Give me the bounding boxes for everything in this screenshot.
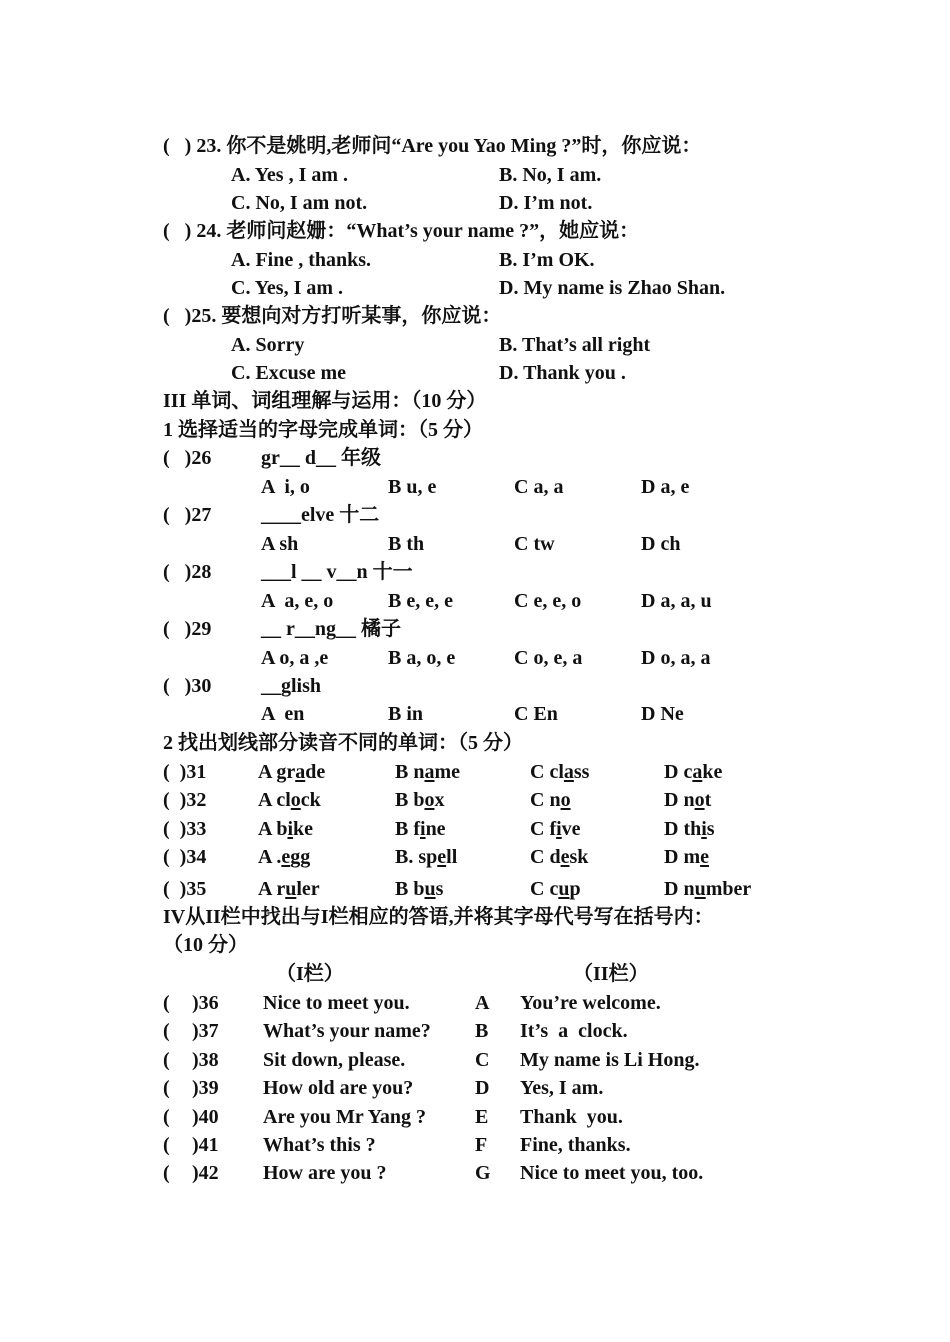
phonics-32-option-a: A clock — [258, 789, 321, 811]
match-37-paren: ( — [163, 1020, 170, 1042]
fill-28-option-c: C e, e, o — [514, 590, 582, 612]
fill-27-option-b: B th — [388, 533, 425, 555]
fill-26-option-b: B u, e — [388, 476, 437, 498]
q24-option-c: C. Yes, I am . — [231, 277, 344, 299]
phonics-33-number: ( )33 — [163, 818, 207, 840]
phonics-35-number: ( )35 — [163, 878, 207, 900]
q23-option-c: C. No, I am not. — [231, 192, 368, 214]
fill-30-option-d: D Ne — [641, 703, 684, 725]
fill-27-option-d: D ch — [641, 533, 681, 555]
match-36-letter: A — [475, 992, 490, 1014]
underlined-letter: i — [556, 818, 562, 840]
underlined-letter: u — [694, 878, 706, 900]
fill-26-option-c: C a, a — [514, 476, 564, 498]
underlined-letter: u — [285, 878, 297, 900]
fill-30-option-c: C En — [514, 703, 558, 725]
match-38-paren: ( — [163, 1049, 170, 1071]
match-37-letter: B — [475, 1020, 489, 1042]
match-39-answer: Yes, I am. — [520, 1077, 604, 1099]
q25-option-d: D. Thank you . — [499, 362, 626, 384]
phonics-31-option-b: B name — [395, 761, 461, 783]
match-40-question: Are you Mr Yang ? — [263, 1106, 426, 1128]
fill-26-word: gr__ d__ 年级 — [261, 447, 381, 469]
underlined-letter: e — [281, 846, 291, 868]
fill-28-number: ( )28 — [163, 561, 212, 583]
underlined-letter: a — [424, 761, 435, 783]
match-41-paren: ( — [163, 1134, 170, 1156]
fill-26-number: ( )26 — [163, 447, 212, 469]
match-37-question: What’s your name? — [263, 1020, 431, 1042]
fill-29-option-c: C o, e, a — [514, 647, 583, 669]
match-42-number: )42 — [192, 1162, 219, 1184]
phonics-35-option-b: B bus — [395, 878, 444, 900]
section3-title: III 单词、词组理解与运用：（10 分） — [163, 390, 487, 412]
underlined-letter: i — [420, 818, 426, 840]
fill-27-option-a: A sh — [261, 533, 299, 555]
phonics-31-number: ( )31 — [163, 761, 207, 783]
underlined-letter: u — [424, 878, 436, 900]
fill-28-option-a: A a, e, o — [261, 590, 334, 612]
match-39-letter: D — [475, 1077, 490, 1099]
match-39-question: How old are you? — [263, 1077, 414, 1099]
underlined-letter: a — [295, 761, 306, 783]
fill-29-option-b: B a, o, e — [388, 647, 456, 669]
section4-score: （10 分） — [163, 934, 248, 956]
phonics-34-option-d: D me — [664, 846, 709, 868]
phonics-32-option-d: D not — [664, 789, 712, 811]
fill-27-word: ____elve 十二 — [261, 504, 380, 526]
phonics-33-option-a: A bike — [258, 818, 314, 840]
match-37-answer: It’s a clock. — [520, 1020, 628, 1042]
match-41-number: )41 — [192, 1134, 219, 1156]
q23-option-d: D. I’m not. — [499, 192, 593, 214]
phonics-35-option-d: D number — [664, 878, 752, 900]
fill-30-option-a: A en — [261, 703, 305, 725]
match-42-letter: G — [475, 1162, 491, 1184]
section3-part1-title: 1 选择适当的字母完成单词：（5 分） — [163, 419, 483, 441]
match-42-paren: ( — [163, 1162, 170, 1184]
phonics-33-option-d: D this — [664, 818, 715, 840]
fill-29-option-d: D o, a, a — [641, 647, 711, 669]
fill-28-word: ___l __ v__n 十一 — [261, 561, 413, 583]
match-36-answer: You’re welcome. — [520, 992, 661, 1014]
fill-30-option-b: B in — [388, 703, 424, 725]
match-39-paren: ( — [163, 1077, 170, 1099]
underlined-letter: o — [560, 789, 571, 811]
match-42-question: How are you ? — [263, 1162, 387, 1184]
phonics-34-number: ( )34 — [163, 846, 207, 868]
match-40-letter: E — [475, 1106, 489, 1128]
match-38-answer: My name is Li Hong. — [520, 1049, 700, 1071]
match-38-question: Sit down, please. — [263, 1049, 406, 1071]
phonics-33-option-b: B fine — [395, 818, 446, 840]
phonics-31-option-a: A grade — [258, 761, 326, 783]
phonics-35-option-c: C cup — [530, 878, 581, 900]
phonics-33-option-c: C five — [530, 818, 581, 840]
phonics-31-option-d: D cake — [664, 761, 723, 783]
match-41-question: What’s this ? — [263, 1134, 376, 1156]
phonics-35-option-a: A ruler — [258, 878, 320, 900]
underlined-letter: a — [563, 761, 574, 783]
q23-option-a: A. Yes , I am . — [231, 164, 349, 186]
fill-27-option-c: C tw — [514, 533, 555, 555]
underlined-letter: e — [437, 846, 447, 868]
match-40-number: )40 — [192, 1106, 219, 1128]
section4-title: IV从II栏中找出与I栏相应的答语,并将其字母代号写在括号内： — [163, 906, 714, 928]
match-40-paren: ( — [163, 1106, 170, 1128]
q24-option-d: D. My name is Zhao Shan. — [499, 277, 726, 299]
match-39-number: )39 — [192, 1077, 219, 1099]
phonics-34-option-c: C desk — [530, 846, 589, 868]
underlined-letter: a — [692, 761, 703, 783]
q25-option-c: C. Excuse me — [231, 362, 346, 384]
match-41-answer: Fine, thanks. — [520, 1134, 631, 1156]
q25-stem: ( )25. 要想向对方打听某事，你应说： — [163, 305, 502, 327]
fill-28-option-b: B e, e, e — [388, 590, 453, 612]
underlined-letter: u — [558, 878, 570, 900]
match-38-number: )38 — [192, 1049, 219, 1071]
column-1-header: （I栏） — [276, 963, 344, 985]
match-36-paren: ( — [163, 992, 170, 1014]
phonics-34-option-a: A .egg — [258, 846, 311, 868]
fill-26-option-d: D a, e — [641, 476, 690, 498]
underlined-letter: i — [701, 818, 707, 840]
fill-27-number: ( )27 — [163, 504, 212, 526]
q24-option-b: B. I’m OK. — [499, 249, 595, 271]
column-2-header: （II栏） — [573, 963, 649, 985]
underlined-letter: e — [560, 846, 570, 868]
phonics-32-option-c: C no — [530, 789, 571, 811]
fill-29-option-a: A o, a ,e — [261, 647, 329, 669]
underlined-letter: e — [700, 846, 709, 868]
match-37-number: )37 — [192, 1020, 219, 1042]
q23-stem: ( ) 23. 你不是姚明,老师问“Are you Yao Ming ?”时，你应说： — [163, 135, 702, 157]
phonics-34-option-b: B. spell — [395, 846, 458, 868]
match-36-question: Nice to meet you. — [263, 992, 410, 1014]
fill-29-word: __ r__ng__ 橘子 — [261, 618, 401, 640]
q24-stem: ( ) 24. 老师问赵姗：“What’s your name ?”，她应说： — [163, 220, 640, 242]
underlined-letter: i — [287, 818, 294, 840]
q23-option-b: B. No, I am. — [499, 164, 602, 186]
fill-30-word: __glish — [261, 675, 322, 697]
match-41-letter: F — [475, 1134, 488, 1156]
fill-28-option-d: D a, a, u — [641, 590, 712, 612]
match-42-answer: Nice to meet you, too. — [520, 1162, 704, 1184]
fill-30-number: ( )30 — [163, 675, 212, 697]
match-38-letter: C — [475, 1049, 490, 1071]
phonics-32-option-b: B box — [395, 789, 445, 811]
phonics-31-option-c: C class — [530, 761, 590, 783]
fill-26-option-a: A i, o — [261, 476, 310, 498]
underlined-letter: o — [694, 789, 705, 811]
underlined-letter: o — [424, 789, 435, 811]
match-36-number: )36 — [192, 992, 219, 1014]
fill-29-number: ( )29 — [163, 618, 212, 640]
phonics-32-number: ( )32 — [163, 789, 207, 811]
q24-option-a: A. Fine , thanks. — [231, 249, 372, 271]
underlined-letter: o — [290, 789, 301, 811]
q25-option-a: A. Sorry — [231, 334, 305, 356]
section3-part2-title: 2 找出划线部分读音不同的单词：（5 分） — [163, 732, 523, 754]
q25-option-b: B. That’s all right — [499, 334, 651, 356]
match-40-answer: Thank you. — [520, 1106, 623, 1128]
